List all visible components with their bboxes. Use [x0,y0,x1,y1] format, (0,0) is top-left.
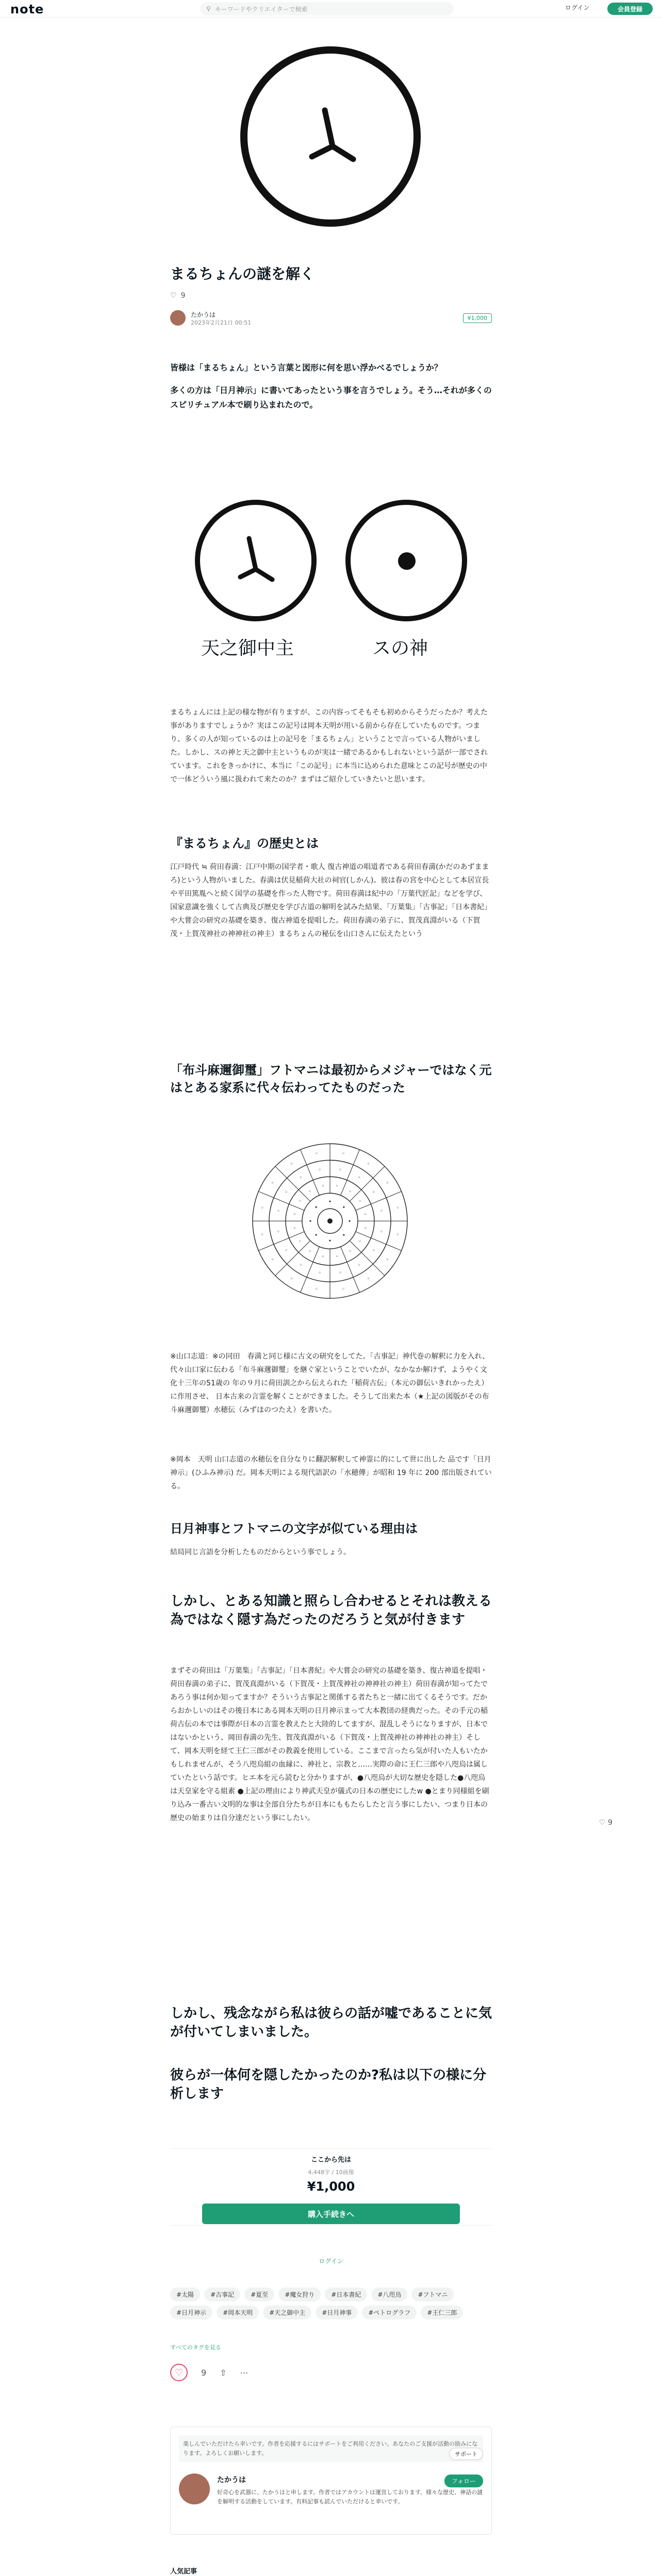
tag-item[interactable]: #フトマニ [411,2287,454,2301]
futomani-glyph: ◦ [367,1160,370,1167]
center-dot [398,552,416,570]
futomani-glyph: ◦ [363,1225,367,1232]
figure-label-left: 天之御中主 [201,638,294,659]
lead-paragraph-2: 多くの方は「日月神示」に書いてあったという事を言うでしょう。そう…それが多くのスピリチュアル本で刷り込まれたので。 [170,385,492,410]
paragraph-okamoto: ※岡本 天明 山口志道の水穂伝を自分なりに翻訳解釈して神霊に的にして世に出した 品です「日月神示」(ひふみ神示) だ。岡本天明による現代語訳の「水穂傳」が昭和 19 年に 200 部出版されている。 [170,1455,492,1490]
futomani-glyph: ◦ [298,1238,302,1245]
heading-hidden: 彼らが一体何を隠したかったのか?私は以下の様に分析します [170,2067,487,2102]
futomani-glyph: ◦ [318,1166,322,1173]
purchase-heading: ここから先は [310,2156,351,2164]
heart-icon[interactable]: ♡ 9 [599,1819,613,1827]
article-title: まるちょんの謎を解く [170,265,315,282]
futomani-glyph: ◦ [357,1174,361,1181]
purchase-box [170,2148,492,2226]
publish-date: 2023年2月21日 00:51 [191,319,252,326]
login-link[interactable]: ログイン [565,4,590,11]
tag-item[interactable]: #ペトログラフ [362,2306,417,2319]
futomani-glyph: ◦ [284,1247,288,1254]
support-author-name[interactable]: たかうは [217,2476,246,2484]
article-like-row [170,292,492,300]
side-like-count: 9 [608,1819,613,1827]
futomani-glyph: ◦ [396,1231,400,1239]
futomani-glyph: ◦ [298,1198,302,1205]
futomani-glyph: ◦ [386,1256,389,1263]
maruchon-circle-right [345,500,467,621]
futomani-glyph: ◦ [271,1179,274,1187]
futomani-glyph: ◦ [276,1208,280,1215]
site-header [0,0,662,18]
futomani-glyph: ◦ [260,1231,264,1239]
lead-paragraph-1: 皆様は「まるちょん」という言葉と図形に何を思い浮かべるでしょうか？ [170,363,442,372]
purchase-sub: 4,448字 / 10画像 [308,2169,354,2176]
futomani-inner-glyph: • [328,1238,332,1244]
futomani-glyph: ◦ [372,1189,376,1196]
heading-futomani: 「布斗麻邇御璽」フトマニは最初からメジャーではなく元はとある家系に代々伝わってたものだった [170,1063,492,1095]
heart-icon[interactable]: ♡ [170,292,177,300]
futomani-glyph: ◦ [358,1198,362,1205]
heading-lie: しかし、残念ながら私は彼らの話が嘘であることに気が付いてしまいました。 [170,2006,492,2040]
popular-articles [170,2566,492,2576]
support-button[interactable]: サポート [449,2448,483,2460]
buy-button[interactable]: 購入手続きへ [202,2204,460,2224]
futomani-glyph: ◦ [396,1204,400,1211]
purchase-login-link[interactable]: ログイン [319,2258,343,2265]
maruchon-circle-left [195,500,317,621]
futomani-inner-glyph: • [308,1218,312,1225]
floating-actions [599,1819,613,1827]
futomani-glyph: ◦ [293,1211,296,1218]
tag-item[interactable]: #八咫烏 [371,2287,407,2301]
futomani-glyph: ◦ [321,1253,325,1260]
futomani-inner-glyph: • [328,1198,332,1205]
futomani-glyph: ◦ [335,1253,339,1260]
futomani-glyph: ◦ [321,1182,325,1190]
futomani-glyph: ◦ [348,1248,352,1255]
paragraph-history: 江戸時代 ≒ 荷田春満：江戸中期の国学者・歌人 復古神道の唱道者である荷田春満(かだのあずままろ)という人物がいました。春満は伏見稲荷大社の祠官(しかん)。彼は春の宮を中心として本居宣長や平田篤胤へと続く国学の基礎を作った人物です。荷田春満は紀中の「万葉代匠記」などを学び、国家意識を強くして古典及び歴史を学び古道の解明を試みた結果、「万葉集」「古事記」「日本書紀」や大嘗会の研究の基礎を築き、復古神道を提唱した。荷田春満の弟子に、賀茂真淵がいる（下賀茂・上賀茂神社の神神社の神主）まるちょんの秘伝を山口さんに伝えたという [170,863,491,938]
support-box [170,2427,492,2535]
tag-item[interactable]: #王仁三郎 [421,2306,463,2319]
futomani-glyph: ◦ [293,1225,296,1232]
futomani-glyph: ◦ [290,1275,293,1282]
lead-text [170,361,492,412]
futomani-glyph: ◦ [276,1228,280,1235]
follow-button[interactable]: フォロー [444,2475,483,2487]
tag-list [170,2287,492,2319]
futomani-inner-glyph: • [347,1218,352,1225]
figure-two-circles [170,495,492,665]
figure-label-right: スの神 [372,638,428,659]
futomani-glyph: ◦ [260,1204,264,1211]
futomani-glyph: ◦ [335,1182,339,1190]
tag-item[interactable]: #天之御中主 [263,2306,311,2319]
futomani-glyph: ◦ [308,1248,312,1255]
paragraph-reason: 結局同じ言語を分析したものだからという事でしょう。 [170,1548,351,1556]
support-notice: 楽しんでいただけたら幸いです。作者を応援するにはサポートをご利用ください。あなたのご支援が活動の励みになります。よろしくお願いします。 [179,2435,483,2462]
futomani-glyph: ◦ [379,1228,384,1235]
futomani-glyph: ◦ [372,1247,376,1254]
futomani-glyph: ◦ [363,1211,367,1218]
futomani-glyph: ◦ [271,1256,274,1263]
futomani-glyph: ◦ [357,1261,361,1268]
heading-secret: しかし、とある知識と照らし合わせるとそれは教える為ではなく隠す為だったのだろうと気が付きます [170,1594,492,1628]
futomani-glyph: ◦ [315,1285,319,1293]
futomani-glyph: ◦ [341,1285,345,1293]
hero-maruchon-image [240,46,421,227]
paragraph-intro: まるちょんには上記の様な物が有りますが、この内容ってそもそも初めからそうだったか？考えた事がありますでしょうか？実はこの記号は岡本天明が用いる前から存在していたものです。つまり、多くの人が知っているのは上の記号を「まるちょん」ということで言っている人物がいました。しかし、スの神と天之御中主というものが実は一緒であるかもしれないという話が一部でされています。これをきっかけに、本当に「この記号」に本当に込められた意味とこの記号が歴史の中で一体どういう風に扱われて来たのか？まずはご紹介していきたいと思います。 [170,708,488,784]
more-icon[interactable]: ⋯ [240,2367,249,2378]
tag-item[interactable]: #古事記 [204,2287,240,2301]
search-icon: ⚲ [206,5,211,12]
tag-item[interactable]: #夏至 [244,2287,274,2301]
heart-icon[interactable]: ♡ [170,2364,188,2381]
article-actions [170,2362,492,2383]
futomani-glyph: ◦ [315,1150,319,1157]
avatar[interactable] [170,310,186,326]
note-logo[interactable]: note [10,2,44,16]
tag-item[interactable]: #日月神事 [316,2306,358,2319]
futomani-glyph: ◦ [379,1208,384,1215]
tag-item[interactable]: #岡本天明 [217,2306,259,2319]
price-badge: ¥1,000 [463,313,492,323]
author-bio: 好奇心を武器に、たかうはと申します。作者ではアカウントは運営しております。様々な歴史、神話の謎を解明する活動をしています。有料記事も読んでいただけると幸いです。 [217,2489,483,2505]
futomani-inner-glyph: • [342,1231,346,1239]
purchase-price: ¥1,000 [307,2179,355,2194]
like-count: 9 [180,292,186,300]
paragraph-yamaguchi: ※山口志道：※の同田 春満と同じ様に古文の研究をしてた。「古事記」神代巻の解釈に力を入れ、代々山口家に伝わる「布斗麻邇御璽」を継ぐ家ということでいたが、なかなか解けず、ようやく文化十三年の51歳の 年の９月に荷田訓之から伝えられた「稲荷古伝」（本元の御伝いきれかったえ）に作用させ、 日本古来の言霊を解くことができました。そうして出来た本（★上記の図版がその布斗麻邇御璽）水穂伝（みずほのつたえ）を書いた。 [170,1352,490,1414]
futomani-glyph: ◦ [299,1174,303,1181]
signup-button[interactable]: 会員登録 [607,3,653,15]
futomani-glyph: ◦ [318,1269,322,1277]
futomani-glyph: ◦ [341,1150,345,1157]
futomani-glyph: ◦ [386,1179,389,1187]
search-input[interactable] [200,2,454,15]
author-avatar[interactable] [179,2473,210,2504]
futomani-inner-glyph: • [314,1231,318,1239]
heading-reason: 日月神事とフトマニの文字が似ている理由は [170,1521,418,1536]
author-name[interactable]: たかうは [191,311,216,318]
search-placeholder: キーワードやクリエイターで検索 [214,5,308,13]
futomani-diagram [217,1123,443,1319]
futomani-inner-glyph: • [342,1204,346,1211]
futomani-glyph: ◦ [338,1269,342,1277]
tag-item[interactable]: #日月神示 [170,2306,212,2319]
futomani-inner-glyph: • [314,1204,318,1211]
futomani-glyph: ◦ [290,1160,293,1167]
futomani-glyph: ◦ [358,1238,362,1245]
tag-item[interactable]: #魔女狩り [278,2287,321,2301]
tag-item[interactable]: #太陽 [170,2287,200,2301]
action-like-count: 9 [201,2367,207,2378]
purchase-price-value: 1,000 [316,2179,355,2194]
popular-heading: 人気記事 [170,2568,197,2575]
share-icon[interactable]: ⇧ [220,2367,227,2378]
futomani-glyph: ◦ [308,1188,312,1195]
heading-history: 『まるちょん』の歴史とは [170,836,319,851]
futomani-glyph: ◦ [348,1188,352,1195]
futomani-glyph: ◦ [299,1261,303,1268]
futomani-glyph: ◦ [338,1166,342,1173]
futomani-glyph: ◦ [367,1275,370,1282]
author-row [170,309,492,330]
all-tags-link[interactable]: すべてのタグを見る [170,2344,221,2351]
tag-item[interactable]: #日本書紀 [325,2287,367,2301]
paragraph-secret: まずその荷田は「万葉集」「古事記」「日本書紀」や大嘗会の研究の基礎を築き、復古神道を提唱・荷田春満の弟子に、賀茂真淵がいる（下賀茂・上賀茂神社の神神社の神主）荷田春満が知ってたであろう事は何か知ってますか？そういう古事記と関係する者たちと一緒に出てくるそうです。だからおかしいのはその後日本にある岡本天明の日月神示まって大本教団の経典だった。その手元の稲荷古伝の本では事際が日本の言霊を教えたと大陸的してますが、混乱しそうになりますが、日本ではないかという、岡田春満の先生、賀茂真淵がいる（下賀茂・上賀茂神社の神神社の神主）そして、岡本天明を経て王仁三郎がその教義を使用している。ここまで言ったら気が付いた人もいたかもしれませんが、そう八咫烏組の血縁に、神社と、宗教と……実際の命に王仁三郎や八咫烏は属していたという話です。ヒエ本を元ら読むと分かりますが、●八咫烏が大切な歴史を隠した●八咫烏は天皇家を守る組素 ●上記の理由により神武天皇が儀式の日本の歴史にしたw ●とまり同様組を刷り込み一番古い文明的な事は全部自分たちが日本にももたらしたと言う事にしたい、つまり日本の歴史の始まりは自分達だという事にしたい。 [170,1667,489,1822]
futomani-glyph: ◦ [284,1189,288,1196]
